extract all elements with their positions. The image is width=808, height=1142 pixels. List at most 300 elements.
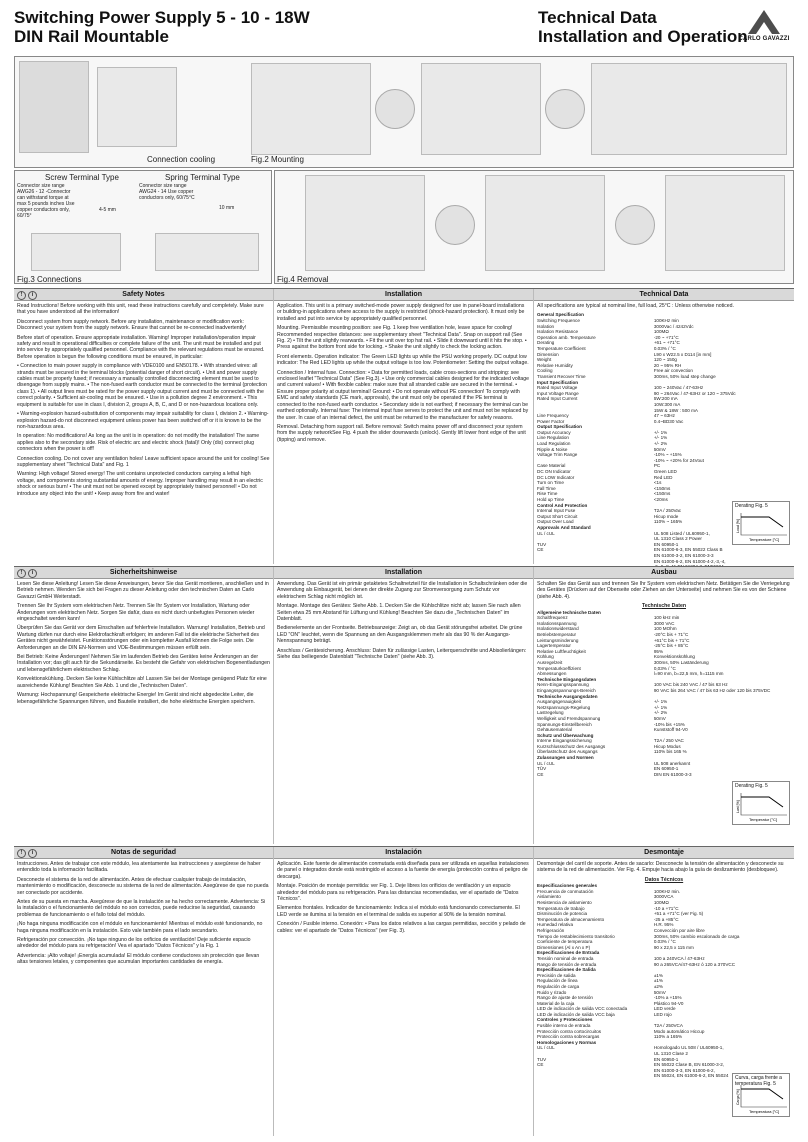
spec-value: 50mV <box>653 446 666 452</box>
derating-chart <box>732 501 790 545</box>
column-header <box>534 847 794 859</box>
spec-value: 50mV <box>653 989 666 995</box>
arrow-icon <box>375 89 415 129</box>
spec-key: CE <box>537 1062 544 1068</box>
content-column <box>534 567 794 844</box>
spec-key: Kurzschlussschutz des Ausgangs <box>537 743 606 749</box>
spec-value: ±1% <box>653 972 663 978</box>
paragraph: Connection / Internal fuse. Connection: • Data for permitted loads, cable cross-sections and stripping: see enclosed leaflet "Technical Data" (See Fig.3). • Use only commercial cables designed for the indicated voltage and current values! • With flexible cables: make sure that all stranded cable are secured in the terminal. • Ensure proper polarity at output terminal! Ground: • Do not operate without PE connection! To comply with EMC and safety standards (CE mark, approvals), the unit must only be operated if the PE terminal is connected to the non-fused earth conductor. • Secondary side is not earthed; if necessary the terminal can be earthed optionally. Internal fuse: The internal input fuse serves to protect the unit and must not be replaced by the user. In case of an internal defect, the unit must be returned to the manufacturer for safety reasons. <box>277 369 530 421</box>
caption-connection-cooling: Connection cooling <box>147 155 216 164</box>
carlo-gavazzi-logo <box>734 8 794 52</box>
column-header <box>534 289 794 301</box>
spec-key: Temperatura de trabajo <box>537 905 585 911</box>
spec-key: Derating <box>537 340 555 346</box>
spec-key: Isolationsspannung <box>537 620 577 626</box>
spec-value: -10% ~ +20% for 24Vout <box>653 457 704 463</box>
derating-chart <box>732 1073 790 1117</box>
spec-key: Temperatura de almacenamiento <box>537 916 605 922</box>
spec-value: H.R. 95% <box>653 922 674 928</box>
spec-key: Cooling <box>537 368 553 374</box>
product-photo <box>19 61 89 153</box>
spec-value: Convección por aire libre <box>653 927 705 933</box>
column-title: Installation <box>385 291 422 298</box>
derating-xlabel: Temperatur [°C] <box>749 817 778 822</box>
spec-key: Ausregelzeit <box>537 659 563 665</box>
spec-key: Isolationswiderstand <box>537 626 579 632</box>
spec-value: +/- 1% <box>653 435 668 441</box>
paragraph: Advertencia: ¡Alto voltaje! ¡Energía acumulada! El módulo contiene conductores sin protección que llevan altas tensiones letales, y componentes que acumulan importantes cantidades de energía. <box>17 952 260 966</box>
spec-key: Precisión de salida <box>537 972 576 978</box>
column-header <box>274 289 533 301</box>
spec-key: Fusible interno de entrada <box>537 1023 591 1029</box>
spec-value: Kunststoff 94-V0 <box>653 727 688 733</box>
spec-key: Material de la caja <box>537 1000 575 1006</box>
subtitle-line-2: Installation and Operation <box>538 27 748 46</box>
spec-value: Homologado UL 508 / UL60950-1, <box>653 1045 724 1051</box>
paragraph: Connection cooling. Do not cover any ventilation holes! Leave sufficient space around the unit for cooling! See supplementary sheet "Technical Data" and Fig. 1 <box>17 455 270 468</box>
paragraph: • Warning-explosion hazard-substitution of components may impair suitability for class I, division 2. • Warning-explosion hazard-do not disconnect equipment unless power has been switched off or it is known to be the non-hazardous area. <box>17 411 269 430</box>
spec-key: Eingangsspannungs-Bereich <box>537 687 596 693</box>
spec-value: 100 MOhm <box>653 626 677 632</box>
spec-value: EN 60950-1 <box>653 1056 679 1062</box>
subheading: Technische Daten <box>641 603 686 610</box>
paragraph: • Connection to main power supply in compliance with VDE0100 and EN50178. • With stranded wires: all strands must be secured in the terminal blocks (potential danger of short circuit). • Unit and power supply cables must be properly fused; if necessary a manually controlled disconnecting element must be used to disengage from supply mains. • The non-fused earth conductor must be connected to the terminal (protection class 1). • All output lines must be rated for the power supply output current and must be connected with the correct polarity. • Sufficient air-cooling must be ensured. • Use in a pollution degree 2 environment. • This equipment is suitable for use in class I, division 2, groups A, B, C, and D or non-hazardous locations only. <box>17 363 267 408</box>
spec-value: +/- 1% <box>653 429 668 435</box>
content-column <box>274 847 534 1136</box>
spec-key: Output Specification <box>537 424 582 430</box>
spec-key: Output Over Load <box>537 519 574 525</box>
spec-key: DC LOW Indicator <box>537 474 575 480</box>
spec-key: Protección contra cortocircuitos <box>537 1028 602 1034</box>
spec-value: 300ms, 50% Laständerung <box>653 659 709 665</box>
spec-key: Kühlung <box>537 654 554 660</box>
spec-value: ±2% <box>653 983 663 989</box>
paragraph: In operation: No modifications! As long as the unit is in operation: do not modify the installation! The same applies also to the secondary side. Risk of electric arc and electric shock (fatal)! Only (dis) connect plug connectors when the power is off! <box>17 433 260 453</box>
screw-terminal-drawing <box>31 233 121 271</box>
content-column <box>14 289 274 564</box>
spec-value: EN 60950-1 <box>653 541 679 547</box>
spec-value: <20ms <box>653 497 668 502</box>
spec-key: UL / cUL <box>537 760 555 766</box>
warning-icon: ! <box>17 849 26 858</box>
spec-value: 110% bis 165 % <box>653 749 687 755</box>
spec-key: Überlastschutz des Ausgangs <box>537 749 598 755</box>
spec-value: -10% ~ +15% <box>653 452 682 458</box>
column-body <box>274 301 533 448</box>
spec-key: Allgemeine technische Daten <box>537 609 601 615</box>
intro-text: All specifications are typical at nominal line, full load, 25°C : Unless otherwise noticed. <box>537 303 734 309</box>
derating-xlabel: Temperatura [°C] <box>749 1109 780 1114</box>
spec-key: Turn on Time <box>537 480 564 486</box>
spec-key: Voltage Trim Range <box>537 452 578 458</box>
content-column <box>14 567 274 844</box>
paragraph: Warning: High voltage! Stored energy! The unit contains unprotected conductors carrying a lethal high voltage, and components storing substantial amounts of energy. Improper handling may result in an electric shock or serious burn! • The unit must not be opened except by appropriately trained personnel! • Do not introduce any object into the unit! • Keep away from fire and water! <box>17 471 263 497</box>
spec-value: UL 1310 Clase 2 <box>653 1051 688 1057</box>
paragraph: Antes de su puesta en marcha. Asegúrese de que la instalación se ha hecho correctamente. Advertencia: Si la instalación o el funcionamiento del módulo no son correctos, puede reducirse la seguridad, causando problemas de funcionamiento o el fallo total del módulo. <box>17 899 266 918</box>
column-body <box>14 859 273 971</box>
spec-value: <150ms <box>653 485 671 491</box>
spec-key: LED de indicación de salida VCC baja <box>537 1011 615 1017</box>
spec-value: T2A / 250Vac <box>653 508 682 514</box>
spec-key: Fall Time <box>537 485 556 491</box>
spec-value: Free air convection <box>653 368 693 374</box>
spec-value: ±1% <box>653 978 663 984</box>
spec-value: -20 ~ +71°C <box>653 334 679 340</box>
spec-value: Red LED <box>653 474 673 480</box>
spec-key: Input Voltage Range <box>537 390 579 396</box>
info-icon: i <box>28 291 37 300</box>
spec-key: Schaltfrequenz <box>537 615 568 621</box>
spec-key: Nenn-Eingangsspannung <box>537 682 589 688</box>
removal-step-1 <box>305 175 425 271</box>
column-header <box>14 567 273 579</box>
spec-key: TUV <box>537 541 547 547</box>
spec-value: DIN EN 61000-3-3 <box>653 771 692 777</box>
spec-key: Resistencia de aislamiento <box>537 900 592 905</box>
content-column <box>14 847 274 1136</box>
column-title: Installation <box>385 569 422 576</box>
content-column <box>274 289 534 564</box>
spec-key: Rango de ajuste de tensión <box>537 995 593 1001</box>
spec-value: -10 a +71°C <box>653 905 679 911</box>
spec-value: +61 ~ +71°C <box>653 340 680 346</box>
derating-plot <box>735 791 789 821</box>
spec-key: Hold up Time <box>537 497 565 502</box>
derating-curve <box>741 517 783 527</box>
spec-key: Power Factor <box>537 418 565 424</box>
spec-key: Input Specification <box>537 379 579 385</box>
spec-value: LED rojo <box>653 1011 672 1017</box>
spec-value: 100MΩ <box>653 329 669 335</box>
paragraph: Mounting. Permissible mounting position: see Fig. 1 keep free ventilation hole, leave space for cooling! Recommended respective distances: see supplementary sheet "Technical Data". Snap on support rail (See Fig. 2) • Tilt the unit slightly rearwards. • Fit the unit over top hat rail. • Slide it downward until it hits the stop. • Press against the bottom front side for locking. • Shake the unit slightly to check the locking action. <box>277 325 527 351</box>
title-line-1: Switching Power Supply 5 - 10 - 18W <box>14 8 310 27</box>
spec-value: -10% bis +15% <box>653 721 685 727</box>
spec-value: UL 508 Listed / UL60950-1, <box>653 530 710 536</box>
spec-key: Especificaciones generales <box>537 883 598 889</box>
spec-value: Plástico 94-V0 <box>653 1000 684 1006</box>
column-body <box>14 301 273 502</box>
spec-value: 3000Vac / 4242Vdc <box>653 323 694 329</box>
paragraph: Bei Betrieb: Keine Änderungen! Nehmen Sie im laufenden Betrieb des Gerätes keine Änderungen an der Installation vor; das gilt auch für die Sekundärseite. Es besteht die Gefahr von elektrischen Bogenentladungen und lebensgefährlichem elektrischen Schlag. <box>17 654 270 673</box>
spec-value: <150ms <box>653 491 671 497</box>
arrow-icon <box>545 89 585 129</box>
spec-value: Green LED <box>653 469 677 475</box>
column-body <box>274 579 533 665</box>
spec-key: CE <box>537 547 544 553</box>
logo-text: CARLO GAVAZZI <box>738 36 790 42</box>
derating-curve <box>741 797 783 807</box>
spec-value: 100 VAC bis 240 VAC / 47 bis 63 Hz <box>653 682 728 688</box>
spec-key: UL / cUL <box>537 530 555 536</box>
screw-terminal-title: Screw Terminal Type <box>45 173 119 182</box>
spec-value: EN 55022 Clase B, EN 61000-3-2, <box>653 1062 725 1068</box>
spec-key: Case Material <box>537 463 566 469</box>
spec-value: EN 61000-6-3, EN 55022 Class B <box>653 547 723 553</box>
spec-key: Line Regulation <box>537 435 569 441</box>
spec-row <box>537 772 791 778</box>
spec-key: Especificaciones de Salida <box>537 967 596 973</box>
spec-value: -25°C bis + 85°C <box>653 643 689 649</box>
spec-key: Betriebstemperatur <box>537 632 577 637</box>
spec-value: 20 ~ 95% RH <box>653 362 682 368</box>
caption-fig4-removal: Fig.4 Removal <box>277 275 329 284</box>
spec-key: Dimension <box>537 351 559 357</box>
spec-key: Dimensiones (Al x An x P) <box>537 944 591 950</box>
spec-key: DC ON Indicator <box>537 469 571 475</box>
derating-title: Curva, carga frente a temperatura Fig. 5 <box>735 1075 782 1087</box>
logo-mark-icon <box>744 8 784 36</box>
spec-value: 0.03% / °C <box>653 345 676 351</box>
strip-length-45: 4-5 mm <box>99 207 116 213</box>
spec-value: 95% <box>653 648 664 654</box>
spec-value: <1s <box>653 480 662 486</box>
spec-key: Spannungs-Einstellbereich <box>537 721 592 727</box>
spec-key: Temperature Coefficient <box>537 345 586 351</box>
arrow-icon <box>615 205 655 245</box>
content-column <box>274 567 534 844</box>
spec-key <box>537 1073 654 1079</box>
derating-ylabel: Carga [%] <box>736 1089 740 1105</box>
intro-text: Desmontaje del carril de soporte. Antes de sacarlo: Desconecte la tensión de alimentación y desconecte su sistema de la red de alimentación. Ver Fig. 4. Empuje hacia abajo la guía de deslizamiento (desbloquee). <box>537 861 784 874</box>
spec-key: Approvals And Standard <box>537 524 591 530</box>
doc-subtitle <box>538 8 748 46</box>
spring-terminal-drawing <box>155 233 259 271</box>
derating-axes <box>741 513 787 535</box>
spec-key: Lastregelung <box>537 710 564 716</box>
spec-value: Hicup mode <box>653 513 679 519</box>
spec-key: Switching Frequence <box>537 318 580 323</box>
derating-chart <box>732 781 790 825</box>
spec-key: Interne Eingangssicherung <box>537 738 592 744</box>
spec-key: Lagertemperatur <box>537 643 571 649</box>
spec-key: TÜV <box>537 766 547 772</box>
paragraph: Desconecte el sistema de la red de alimentación. Antes de efectuar cualquier trabajo de instalación, mantenimiento o modificación, desconecte su sistema de la red de alimentación. Asegúrese de que no pueda ser conectado por accidente. <box>17 876 269 896</box>
column-title: Ausbau <box>651 569 677 576</box>
spec-value: 50mV <box>653 715 666 721</box>
spec-value: EN 61000-3-3, EN 61000-6-2, <box>653 1067 715 1073</box>
paragraph: Before start of operation. Ensure appropriate installation. Warning! Improper installation/operation impair safety and result in operational difficulties or complete failure of the unit. The unit must be installed and put into service by appropriately qualified personnel. Compliance with the relevant regulations must be ensured. Before operation is begun the following conditions must be ensured, in particular: <box>17 334 265 360</box>
language-section <box>14 846 794 1136</box>
spec-key: Schutz und Überwachung <box>537 732 594 738</box>
info-icon: i <box>28 569 37 578</box>
spec-value: 100 kHz min <box>653 615 680 621</box>
mounting-step-1 <box>251 63 371 155</box>
spring-terminal-note: Connector size range AWG24 - 14 Use copper conductors only, 60/75°C <box>139 183 195 201</box>
spec-value: +/- 2% <box>653 441 668 447</box>
spec-value: 100 a 240VCA / 47-63Hz <box>653 955 705 961</box>
spec-value: 0.4~BD30 Vac <box>653 418 684 424</box>
language-section <box>14 566 794 844</box>
paragraph: Trennen Sie Ihr System vom elektrischen Netz. Trennen Sie Ihr System vor Installation, Wartung oder Änderungen vom elektrischen Netz. Sorgen Sie dafür, dass es nicht durch unbefugtes Personen wieder eingeschaltet werden kann! <box>17 603 255 623</box>
spec-key: LED de indicación de salida VCC conectada <box>537 1006 628 1012</box>
spec-key: Rated Input Voltage <box>537 385 578 391</box>
paragraph: Konvektionskühlung. Decken Sie keine Kühlschlitze ab! Lassen Sie bei der Montage genügend Platz für eine ausreichende Kühlung! Beachten Sie Abb. 1 und die „Technischen Daten". <box>17 676 267 689</box>
spec-key: Line Frequency <box>537 413 569 419</box>
spec-key: Refrigeración <box>537 927 565 933</box>
spec-key: Regulación de línea <box>537 978 578 984</box>
arrow-icon <box>435 205 475 245</box>
spec-key: Aislamiento <box>537 894 561 900</box>
spec-value: EN 61000-3-2, EN 61000-3-3 <box>653 552 714 558</box>
paragraph: ¡No haga ninguna modificación con el módulo en funcionamiento! Mientras el módulo esté funcionando, no haga ninguna modificación en la instalación. Esto vale también para el lado secundario. <box>17 921 263 934</box>
spec-key: Tiempo de restablecimiento transitorio <box>537 933 615 939</box>
column-title: Notas de seguridad <box>111 849 176 856</box>
column-title: Desmontaje <box>644 849 684 856</box>
spec-value: 15W & 18W : 500 mA <box>653 407 698 413</box>
spec-value: 120 ~ 150g <box>653 357 677 363</box>
spec-key: Humedad relativa <box>537 922 574 928</box>
derating-ylabel: Load [%] <box>736 519 740 533</box>
removal-step-3 <box>665 175 785 271</box>
derating-xlabel: Temperature [°C] <box>749 537 780 542</box>
spec-value: 100MΩ <box>653 900 669 905</box>
paragraph: Elementos frontales. Indicador de funcionamiento: Indica si el módulo está funcionando correctamente. El LED verde se ilumina si la tensión en el terminal de salida es superior al 90% de la tensión nominal. <box>277 905 520 918</box>
intro-text: Schalten Sie das Gerät aus und trennen Sie Ihr System vom elektrischen Netz. Betätigen Sie die Verriegelung des Gerätes (Drücken auf der Oberseite oder Ziehen an der Unterseite) und nehmen Sie es von der Schiene (siehe Abb. 4). <box>537 581 790 600</box>
page-header <box>14 8 794 54</box>
spec-value: 100KHz min. <box>653 888 681 894</box>
derating-plot <box>735 511 789 541</box>
spec-key: Internal Input Fuse <box>537 508 576 514</box>
derating-axes <box>741 793 787 815</box>
spec-value: +/- 2% <box>653 710 668 716</box>
column-title: Sicherheitshinweise <box>109 569 178 576</box>
derating-curve <box>741 1089 783 1099</box>
column-header <box>274 847 533 859</box>
spec-value: T2A / 250 VAC <box>653 738 684 744</box>
spec-value: 10W:300 mA <box>653 401 681 407</box>
spec-value: Hicup Modus <box>653 743 681 749</box>
paragraph: Read Instructions! Before working with this unit, read these instructions carefully and completely. Make sure that you have understood all the information! <box>17 303 264 316</box>
spec-key: Control And Protection <box>537 502 588 508</box>
info-icon: i <box>28 849 37 858</box>
spec-key: Technische Ausgangsdaten <box>537 693 598 699</box>
column-title: Technical Data <box>639 291 689 298</box>
column-body <box>534 579 794 779</box>
column-body <box>274 859 533 939</box>
spec-value: LED verde <box>653 1006 676 1012</box>
paragraph: Instrucciones. Antes de trabajar con este módulo, lea atentamente las instrucciones y asegúrese de haber entendido toda la información facilitada. <box>17 861 261 874</box>
spec-value: PC <box>653 463 661 469</box>
column-title: Safety Notes <box>122 291 165 298</box>
spec-key: Netzspannungs-Regelung <box>537 704 591 710</box>
spec-value: 300ms, 50% load step change <box>653 373 716 379</box>
paragraph: Warnung: Hochspannung! Gespeicherte elektrische Energie! Im Gerät sind nicht abgedeckte Leiter, die lebensgefährliche Spannungen führen, und Bauteile installiert, die hohe elektrische Energien speichern. <box>17 692 255 705</box>
spec-key: CE <box>537 771 544 777</box>
spec-key: Rango de tensión de entrada <box>537 961 597 967</box>
spec-value: 110% ~ 165% <box>653 519 683 525</box>
paragraph: Lesen Sie diese Anleitung! Lesen Sie diese Anweisungen, bevor Sie das Gerät montieren, anschließen und in Betrieb nehmen. Wenden Sie sich bei Fragen zu dieser Anleitung oder den technischen Daten an Carlo Gavazzi GmbH Weiterstadt. <box>17 581 269 600</box>
spec-value: 100 ~ 240Vac / 47-63Hz <box>653 385 704 391</box>
spec-key: Gehäusematerial <box>537 727 572 733</box>
spec-value: EN 55024, EN 61000-6-2, EN 55024 <box>653 1073 729 1079</box>
spec-value: 3000VCA <box>653 894 674 900</box>
spec-key: Tensión nominal de entrada <box>537 955 594 961</box>
paragraph: Überprüfen Sie das Gerät vor dem Einschalten auf fehlerfreie Installation. Warnung! Installation, Betrieb und Wartung dürfen nur durch eine Elektrofachkraft erfolgen; im anderen Fall ist die elektrische Sicherheit des Gerätes nicht gewährleistet. Funktionsstörungen oder ein kompletter Ausfall können die Folge sein. Die Anforderungen an die DIN EN-Normen und VDE-Bestimmungen müssen erfüllt sein. <box>17 625 265 651</box>
spec-key: Homologaciones y Normas <box>537 1039 597 1045</box>
spec-value: 100KHz min <box>653 318 679 323</box>
paragraph: Refrigeración por convección. ¡No tape ninguno de los orificios de ventilación! Deje suficiente espacio alrededor del módulo para su refrigeración! Vea el apartado "Datos Técnicos" y la Fig. 1 <box>17 937 251 950</box>
column-header <box>14 847 273 859</box>
spec-value: 47 ~ 63Hz <box>653 413 675 419</box>
figure-removal <box>274 170 794 284</box>
derating-title: Derating Fig. 5 <box>735 783 768 789</box>
language-section <box>14 288 794 564</box>
spec-value: 0.03% / °C <box>653 939 676 945</box>
spec-key: Abmessungen <box>537 671 567 677</box>
spec-key: UL / cUL <box>537 1045 555 1051</box>
spec-value: 0,03% / °C <box>653 665 676 671</box>
screw-terminal-note: Connector size range AWG26 - 12 -Connector can withstand torque at max 5 pounds inches Use copper conductors only, 60/75° <box>17 183 75 219</box>
spec-value: 90 a 265VCA/47-63Hz ó 120 a 370VCC <box>653 961 736 967</box>
spec-key: Weight <box>537 357 552 363</box>
spec-key: Regulación de carga <box>537 983 580 989</box>
spec-value: UL 1310 Class 2 Power <box>653 536 702 542</box>
spec-value: EN 61000-6-2, EN 61000-4-2,-3,-4, <box>653 558 726 564</box>
spec-key: Frecuencia de conmutación <box>537 888 594 894</box>
spec-key: Transient Recover Time <box>537 373 586 379</box>
spec-key: Coeficiente de temperatura <box>537 939 593 945</box>
caption-fig2-mounting: Fig.2 Mounting <box>251 155 304 164</box>
spec-key: Technische Eingangsdaten <box>537 676 597 682</box>
spec-key: Controles y Protecciones <box>537 1017 593 1023</box>
column-header <box>534 567 794 579</box>
spec-key: Temperaturkoeffizient <box>537 665 581 671</box>
spec-value: UL 508 anerkannt <box>653 760 691 766</box>
spec-key: Ausgangsgenauigkeit <box>537 699 581 705</box>
spec-key: Disminución de potencia <box>537 911 588 917</box>
spec-value: 90 VAC bis 264 VAC / 47 bis 63 Hz oder 120 bis 375VDC <box>653 687 771 693</box>
spec-key: Operation amb. Temperature <box>537 334 596 340</box>
spec-key: Rise Time <box>537 491 558 497</box>
paragraph: Montage. Montage des Gerätes: Siehe Abb. 1. Decken Sie die Kühlschlitze nicht ab; lassen Sie nach allen Seiten etwa 25 mm Abstand für Lüftung und Kühlung! Beachten Sie dazu die „Technischen Daten" im Datenblatt. <box>277 603 521 623</box>
paragraph: Anschluss / Gerätesicherung. Anschluss: Daten für zulässige Lasten, Leiterquerschnitte und Abisolierlängen: Siehe das beiliegende Datenblatt "Technische Daten" (siehe Abb. 3). <box>277 647 527 661</box>
spec-key: Relative Humidity <box>537 362 573 368</box>
column-title: Instalación <box>385 849 422 856</box>
spec-key: Ripple & Noise <box>537 446 568 452</box>
spec-value: T2A / 250VCA <box>653 1023 683 1029</box>
spec-value: 300ms, 50% cambio escalonado de carga <box>653 933 740 939</box>
title-line-2: DIN Rail Mountable <box>14 27 169 46</box>
paragraph: Anwendung. Das Gerät ist ein primär getaktetes Schaltnetzteil für die Installation in Schaltschränken oder die Anwendung als Einbaugerät, bei denen der direkte Zugang zur Stromversorgung zum Schutz vor elektrischem Schlag nicht möglich ist. <box>277 581 528 600</box>
column-body <box>14 579 273 710</box>
derating-title: Derating Fig. 5 <box>735 503 768 509</box>
strip-length-10: 10 mm <box>219 205 235 211</box>
subtitle-line-1: Technical Data <box>538 8 657 27</box>
warning-icon: ! <box>17 569 26 578</box>
content-column <box>534 289 794 564</box>
spec-value: +51 a +71°C (ver Fig. 5) <box>653 911 704 917</box>
spec-key: Isolation Resistance <box>537 329 579 335</box>
warning-icon: ! <box>17 291 26 300</box>
figure-connections <box>14 170 272 284</box>
spec-value: l=90 mm, b=22,5 mm, h=1115 mm <box>653 671 724 677</box>
spec-key: Especificaciones de Entrada <box>537 950 600 956</box>
spec-key: Rated Input Current <box>537 396 578 402</box>
spec-key: Leistungsminderung <box>537 637 579 643</box>
spec-key: Load Regulation <box>537 441 571 447</box>
spec-key: Output Short Circuit <box>537 513 578 519</box>
spec-value: 90 x 22,5 x 115 mm <box>653 944 694 950</box>
spec-value: -20°C bis + 71°C <box>653 632 689 637</box>
caption-fig3-connections: Fig.3 Connections <box>17 275 82 284</box>
spec-value: L90 x W22.5 x D114 [in mm] <box>653 351 712 357</box>
paragraph: Montaje. Posición de montaje permitida: ver Fig. 1. Deje libres los orificios de ventilación y un espacio alrededor del módulo para su refrigeración. Para las distancias recomendadas, ver el apartado de "Datos Técnicos". <box>277 883 519 903</box>
content-column <box>534 847 794 1136</box>
spec-value: +/- 1% <box>653 699 668 705</box>
column-body <box>534 859 794 1081</box>
removal-step-2 <box>485 175 605 271</box>
spec-key: Isolation <box>537 323 555 329</box>
